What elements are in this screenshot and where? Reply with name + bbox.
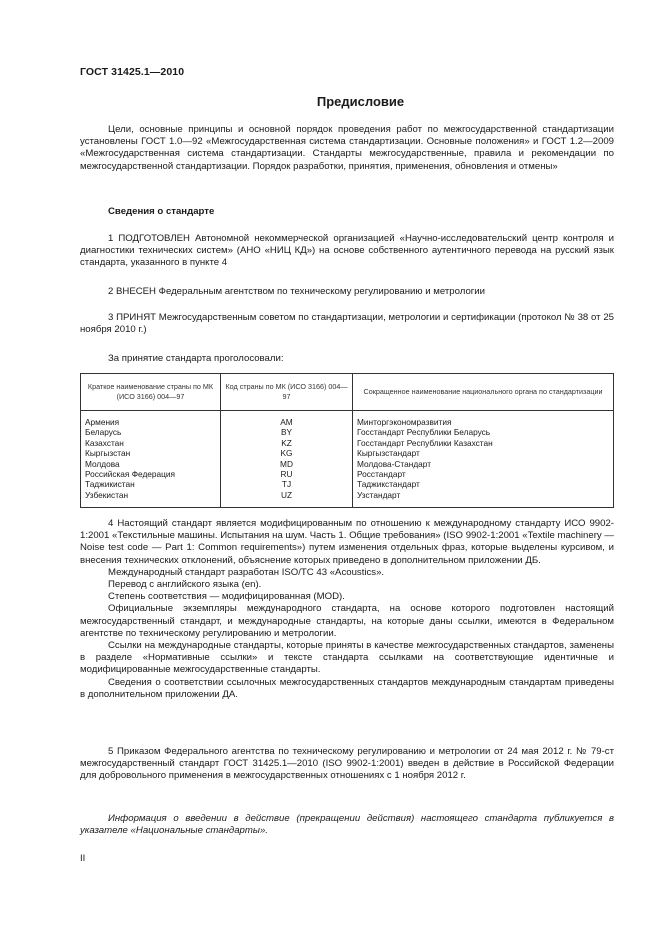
item-5-block	[80, 746, 614, 783]
item-1-block	[80, 233, 614, 270]
table-row	[81, 417, 614, 427]
intro-paragraph: Цели, основные принципы и основной порядок проведения работ по межгосударственной стандартизации установлены ГОСТ 1.0—92 «Межгосударственная система стандартизации. Основные положения» и ГОСТ 1.2—2009 «Межгосударственная система стандартизации. Стандарты межгосударственные, правила и рекомендации по межгосударственной стандартизации. Порядок разработки, принятия, применения, обновления и отмены»	[80, 124, 614, 172]
body-cell: Госстандарт Республики Казахстан	[353, 438, 614, 448]
country-cell: Молдова	[81, 459, 221, 469]
member-states-table	[80, 373, 614, 508]
item-4-paragraph-5: Официальные экземпляры международного стандарта, на основе которого подготовлен настоящий межгосударственный стандарт, и международные стандарты, на которые даны ссылки, имеются в Федеральном агентстве по техническому регулированию и метрологии.	[80, 603, 614, 639]
table-row	[81, 469, 614, 479]
body-cell: Молдова-Стандарт	[353, 459, 614, 469]
table-header-row	[81, 374, 614, 411]
body-cell: Узстандарт	[353, 490, 614, 508]
item-4-paragraph-4: Степень соответствия — модифицированная (MOD).	[108, 591, 345, 603]
header-code: Код страны по МК (ИСО 3166) 004—97	[221, 374, 353, 411]
table-row	[81, 490, 614, 508]
code-cell: RU	[221, 469, 353, 479]
item-1-paragraph: 1 ПОДГОТОВЛЕН Автономной некоммерческой организацией «Научно-исследовательский центр контроля и диагностики технических систем» (АНО «НИЦ КД») на основе собственного аутентичного перевода на русский язык стандарта, указанного в пункте 4	[80, 233, 614, 269]
country-cell: Российская Федерация	[81, 469, 221, 479]
code-cell: TJ	[221, 479, 353, 489]
table-row	[81, 438, 614, 448]
country-cell: Беларусь	[81, 427, 221, 437]
body-cell: Минторгэкономразвития	[353, 417, 614, 427]
intro-block	[80, 124, 614, 173]
item-5-paragraph: 5 Приказом Федерального агентства по техническому регулированию и метрологии от 24 мая 2012 г. № 79-ст межгосударственный стандарт ГОСТ 31425.1—2010 (ISO 9902-1:2001) введен в действие в Российской Федерации для добровольного применения в межгосударственных отношениях с 1 ноября 2012 г.	[80, 746, 614, 782]
item-3-paragraph: 3 ПРИНЯТ Межгосударственным советом по стандартизации, метрологии и сертификации (протокол № 38 от 25 ноября 2010 г.)	[80, 312, 614, 336]
code-cell: UZ	[221, 490, 353, 508]
item-3-block	[80, 312, 614, 336]
item-4-paragraph-6: Ссылки на международные стандарты, которые приняты в качестве межгосударственных стандартов, заменены в разделе «Нормативные ссылки» и тексте стандарта ссылками на соответствующие идентичные и модифицированные межгосударственные стандарты.	[80, 640, 614, 676]
body-cell: Росстандарт	[353, 469, 614, 479]
code-cell: KZ	[221, 438, 353, 448]
country-cell: Кыргызстан	[81, 448, 221, 458]
country-cell: Узбекистан	[81, 490, 221, 508]
country-cell: Армения	[81, 417, 221, 427]
item-2-paragraph: 2 ВНЕСЕН Федеральным агентством по техническому регулированию и метрологии	[108, 286, 486, 297]
body-cell: Кыргызстандарт	[353, 448, 614, 458]
document-code-header: ГОСТ 31425.1—2010	[80, 66, 185, 78]
info-note-block	[80, 813, 614, 837]
voted-label: За принятие стандарта проголосовали:	[108, 353, 284, 364]
table-row	[81, 427, 614, 437]
header-standards-body: Сокращенное наименование национального органа по стандартизации	[353, 374, 614, 411]
section-title: Сведения о стандарте	[108, 206, 215, 217]
code-cell: BY	[221, 427, 353, 437]
body-cell: Таджикстандарт	[353, 479, 614, 489]
table-row	[81, 448, 614, 458]
table-row	[81, 459, 614, 469]
page-title: Предисловие	[316, 94, 405, 109]
item-4-paragraph-7: Сведения о соответствии ссылочных межгосударственных стандартов международным стандартам приведены в дополнительном приложении ДА.	[80, 676, 614, 700]
info-note: Информация о введении в действие (прекращении действия) настоящего стандарта публикуется в указателе «Национальные стандарты».	[80, 813, 614, 837]
country-cell: Таджикистан	[81, 479, 221, 489]
item-2-block	[80, 286, 614, 298]
table-row	[81, 479, 614, 489]
page-number: II	[80, 853, 86, 864]
header-country: Краткое наименование страны по МК (ИСО 3166) 004—97	[81, 374, 221, 411]
country-cell: Казахстан	[81, 438, 221, 448]
code-cell: MD	[221, 459, 353, 469]
item-4-paragraph-1: 4 Настоящий стандарт является модифицированным по отношению к международному стандарту ИСО 9902-1:2001 «Текстильные машины. Испытания на шум. Часть 1. Общие требования» (ISO 9902-1:2001 «Textile machinery — Noise test code — Part 1: Common requirements») путем изменения отдельных фраз, которые выделены курсивом, и внесения технических отклонений, объяснение которых приведено в дополнительном приложении ДБ.	[80, 518, 614, 566]
item-4-paragraph-3: Перевод с английского языка (en).	[108, 579, 262, 591]
code-cell: KG	[221, 448, 353, 458]
item-4-block	[80, 518, 614, 701]
item-4-paragraph-2: Международный стандарт разработан ISO/TC 43 «Acoustics».	[108, 566, 385, 578]
code-cell: AM	[221, 417, 353, 427]
body-cell: Госстандарт Республики Беларусь	[353, 427, 614, 437]
